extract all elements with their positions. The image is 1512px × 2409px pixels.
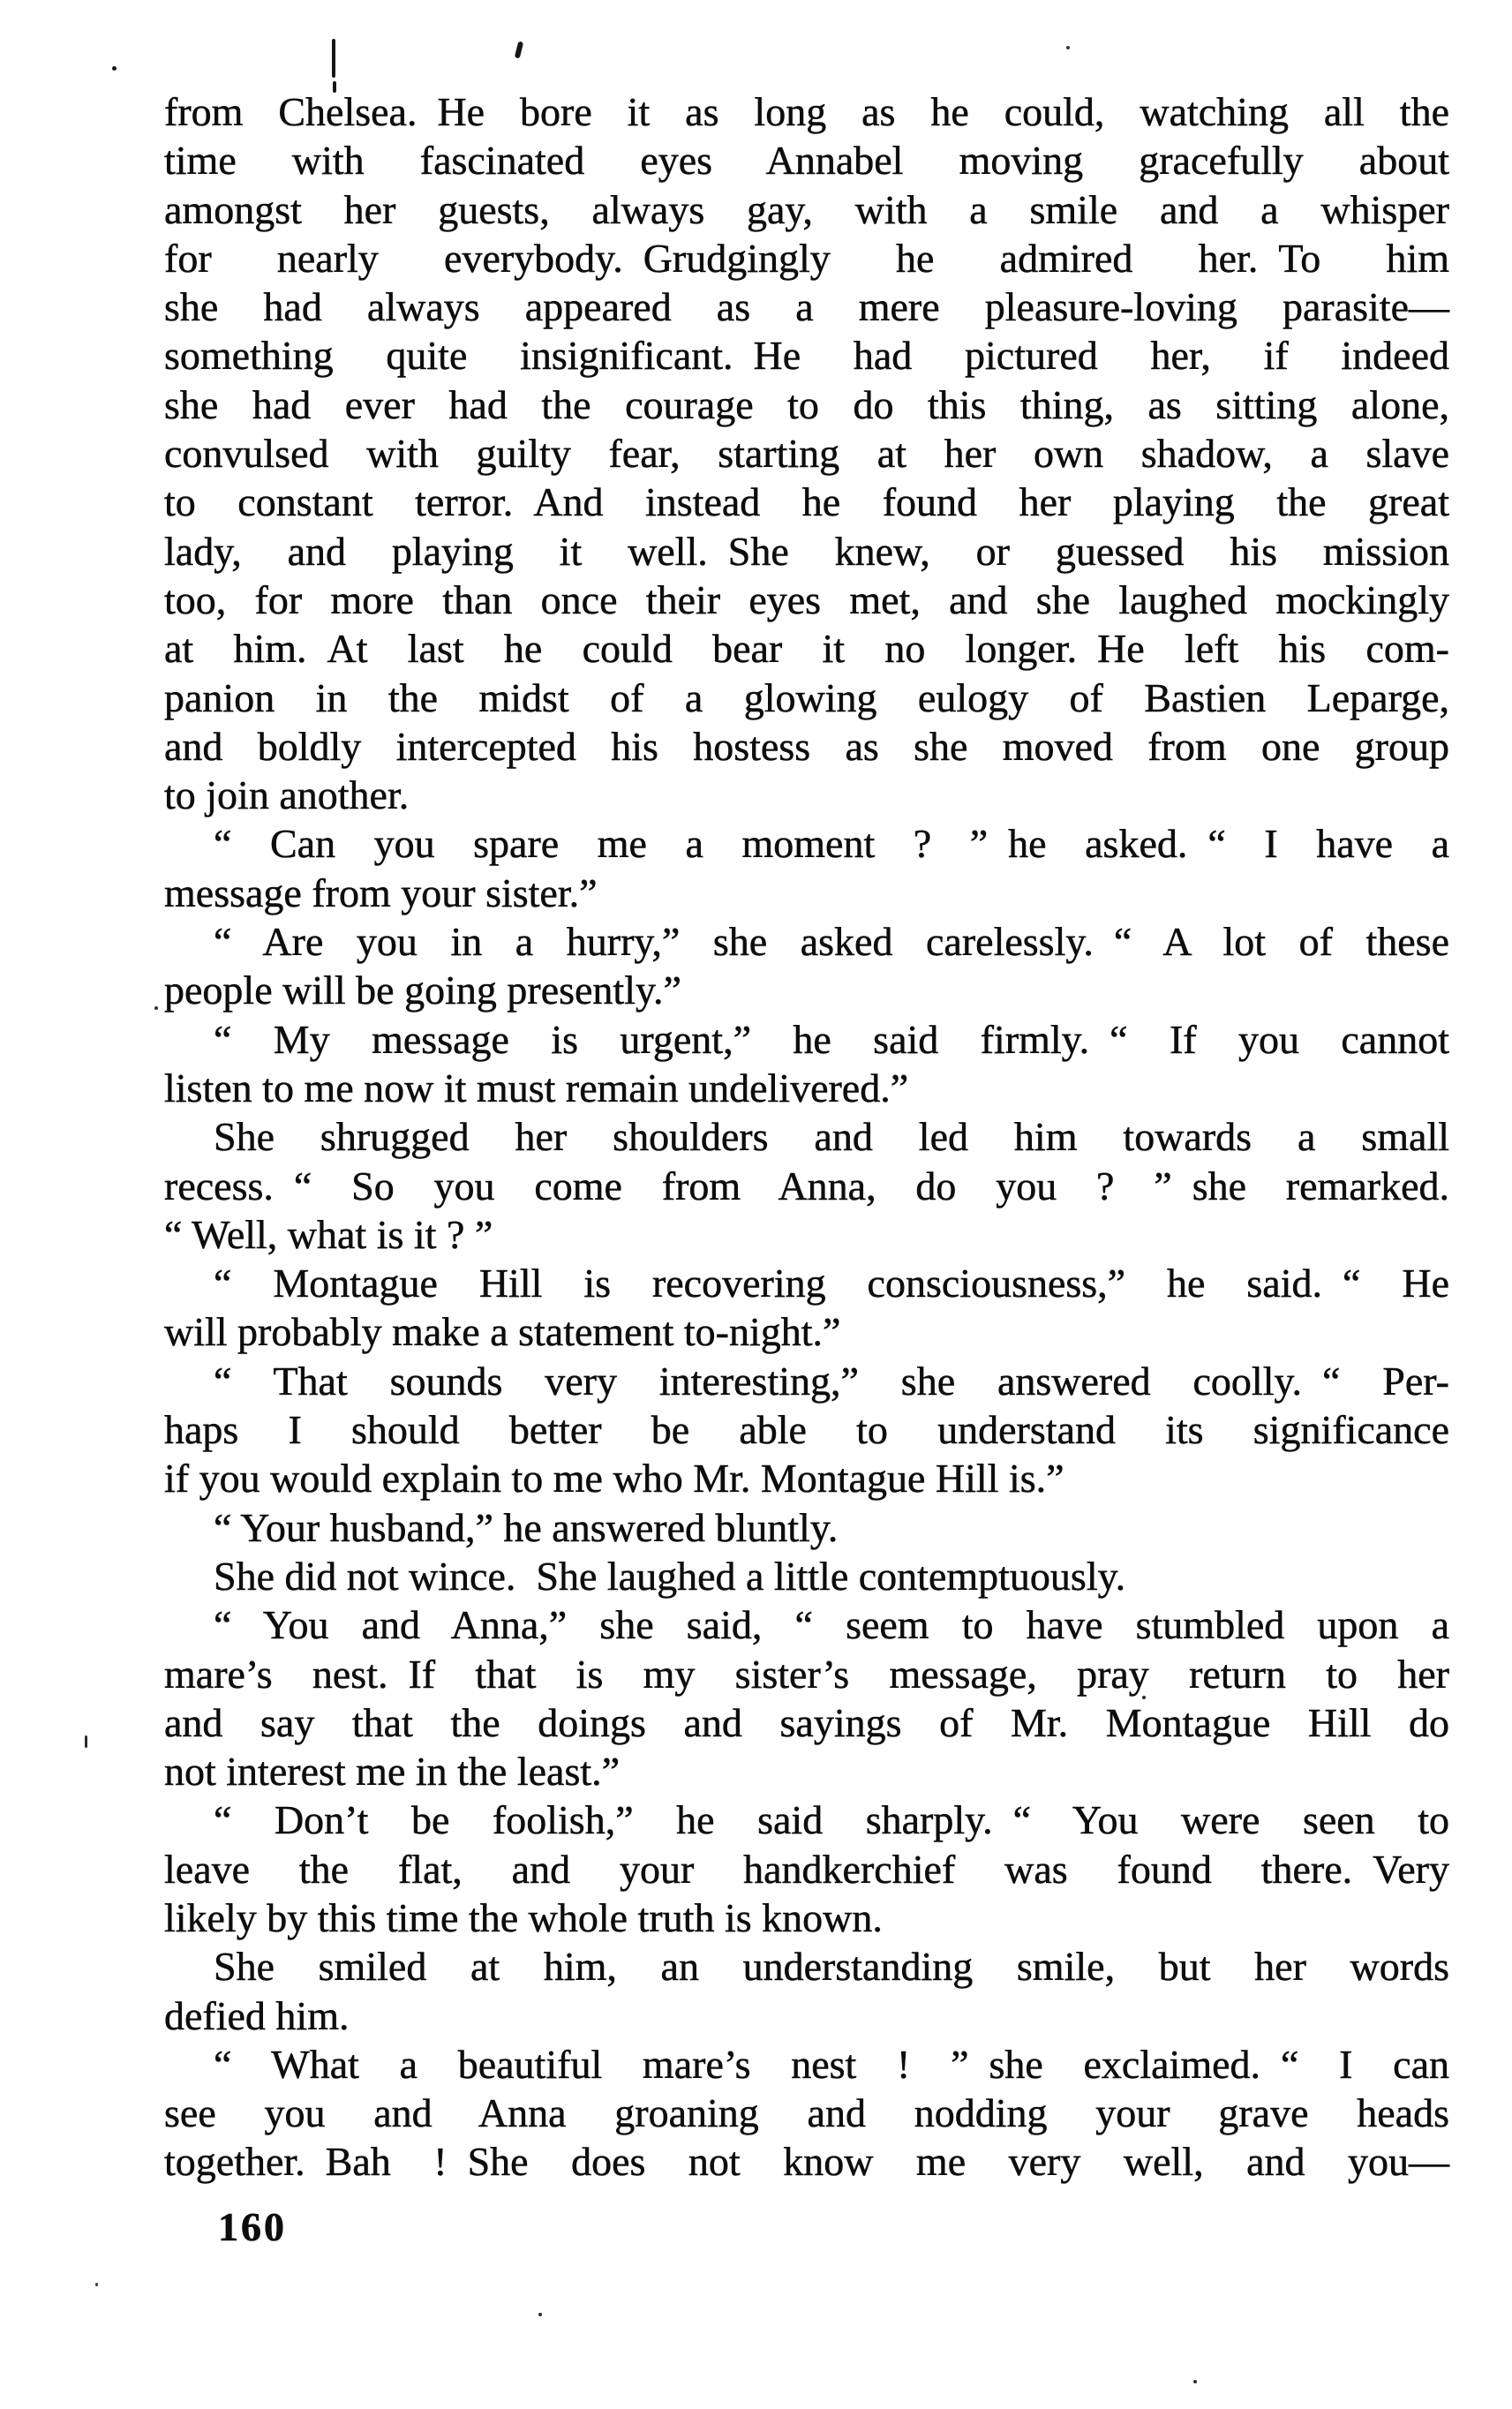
text-line: “ Can you spare me a moment ? ” he asked. “ I have a — [214, 821, 1449, 867]
text-line: “ My message is urgent,” he said firmly. “ If you cannot — [214, 1016, 1449, 1062]
text-line: “ That sounds very interesting,” she answered coolly. “ Per- — [214, 1358, 1449, 1404]
text-line: for nearly everybody. Grudgingly he admired her. To him — [164, 235, 1449, 281]
ink-speck-artifact — [538, 2313, 542, 2316]
text-line: message from your sister.” — [164, 869, 598, 915]
ink-stroke-artifact — [332, 39, 335, 78]
text-line: at him. At last he could bear it no longer. He left his com- — [164, 626, 1449, 672]
ink-tick-artifact — [85, 1735, 87, 1748]
text-line: lady, and playing it well. She knew, or guessed his mission — [164, 528, 1449, 574]
text-line: to constant terror. And instead he found her playing the great — [164, 479, 1449, 525]
text-line: to join another. — [164, 772, 410, 818]
ink-speck-artifact — [1193, 2380, 1197, 2383]
ink-speck-artifact — [112, 66, 117, 71]
text-line: she had ever had the courage to do this thing, as sitting alone, — [164, 381, 1449, 427]
page-text-block — [164, 87, 1449, 2187]
text-line: not interest me in the least.” — [164, 1749, 621, 1795]
text-line: “ Well, what is it ? ” — [164, 1211, 493, 1257]
text-line: defied him. — [164, 1992, 350, 2038]
text-line: amongst her guests, always gay, with a smile and a whisper — [164, 186, 1449, 232]
text-line: “ What a beautiful mare’s nest ! ” she exclaimed. “ I can — [214, 2041, 1449, 2087]
text-line: something quite insignificant. He had pictured her, if indeed — [164, 333, 1449, 379]
text-line: if you would explain to me who Mr. Montague Hill is.” — [164, 1456, 1064, 1502]
text-line: leave the flat, and your handkerchief was found there. Very — [164, 1846, 1449, 1892]
text-line: mare’s nest. If that is my sister’s message, pray return to her — [164, 1651, 1449, 1697]
text-line: and boldly intercepted his hostess as she moved from one group — [164, 723, 1449, 769]
text-line: she had always appeared as a mere pleasure-loving parasite— — [164, 284, 1449, 330]
ink-tick-artifact — [515, 41, 523, 59]
text-line: She did not wince. She laughed a little contemptuously. — [214, 1553, 1126, 1599]
text-line: “ Montague Hill is recovering consciousness,” he said. “ He — [214, 1261, 1449, 1306]
text-line: She shrugged her shoulders and led him towards a small — [214, 1114, 1449, 1160]
text-line: panion in the midst of a glowing eulogy of Bastien Leparge, — [164, 674, 1449, 720]
text-line: too, for more than once their eyes met, and she laughed mockingly — [164, 576, 1449, 622]
text-line: from Chelsea. He bore it as long as he could, watching all the — [164, 89, 1449, 134]
text-line: see you and Anna groaning and nodding your grave heads — [164, 2090, 1449, 2136]
text-line: “ Are you in a hurry,” she asked carelessly. “ A lot of these — [214, 919, 1449, 965]
text-line: likely by this time the whole truth is known. — [164, 1894, 883, 1940]
ink-speck-artifact — [154, 1006, 158, 1010]
text-line: will probably make a statement to-night.” — [164, 1309, 841, 1355]
ink-speck-artifact — [1066, 46, 1070, 49]
text-line: “ Don’t be foolish,” he said sharply. “ You were seen to — [214, 1797, 1449, 1843]
text-line: together. Bah ! She does not know me very well, and you— — [164, 2139, 1449, 2185]
ink-speck-artifact — [95, 2283, 98, 2286]
text-line: “ You and Anna,” she said, “ seem to have stumbled upon a — [214, 1602, 1449, 1648]
text-line: convulsed with guilty fear, starting at her own shadow, a slave — [164, 431, 1449, 477]
text-line: listen to me now it must remain undelivered.” — [164, 1065, 909, 1110]
page-number: 160 — [218, 2204, 287, 2249]
text-line: people will be going presently.” — [164, 967, 681, 1013]
text-line: She smiled at him, an understanding smile, but her words — [214, 1944, 1449, 1990]
text-line: time with fascinated eyes Annabel moving gracefully about — [164, 138, 1449, 184]
text-line: “ Your husband,” he answered bluntly. — [214, 1504, 839, 1550]
text-line: haps I should better be able to understand its significance — [164, 1407, 1449, 1453]
text-line: and say that the doings and sayings of Mr. Montague Hill do — [164, 1699, 1449, 1745]
text-line: recess. “ So you come from Anna, do you ? ” she remarked. — [164, 1163, 1449, 1208]
